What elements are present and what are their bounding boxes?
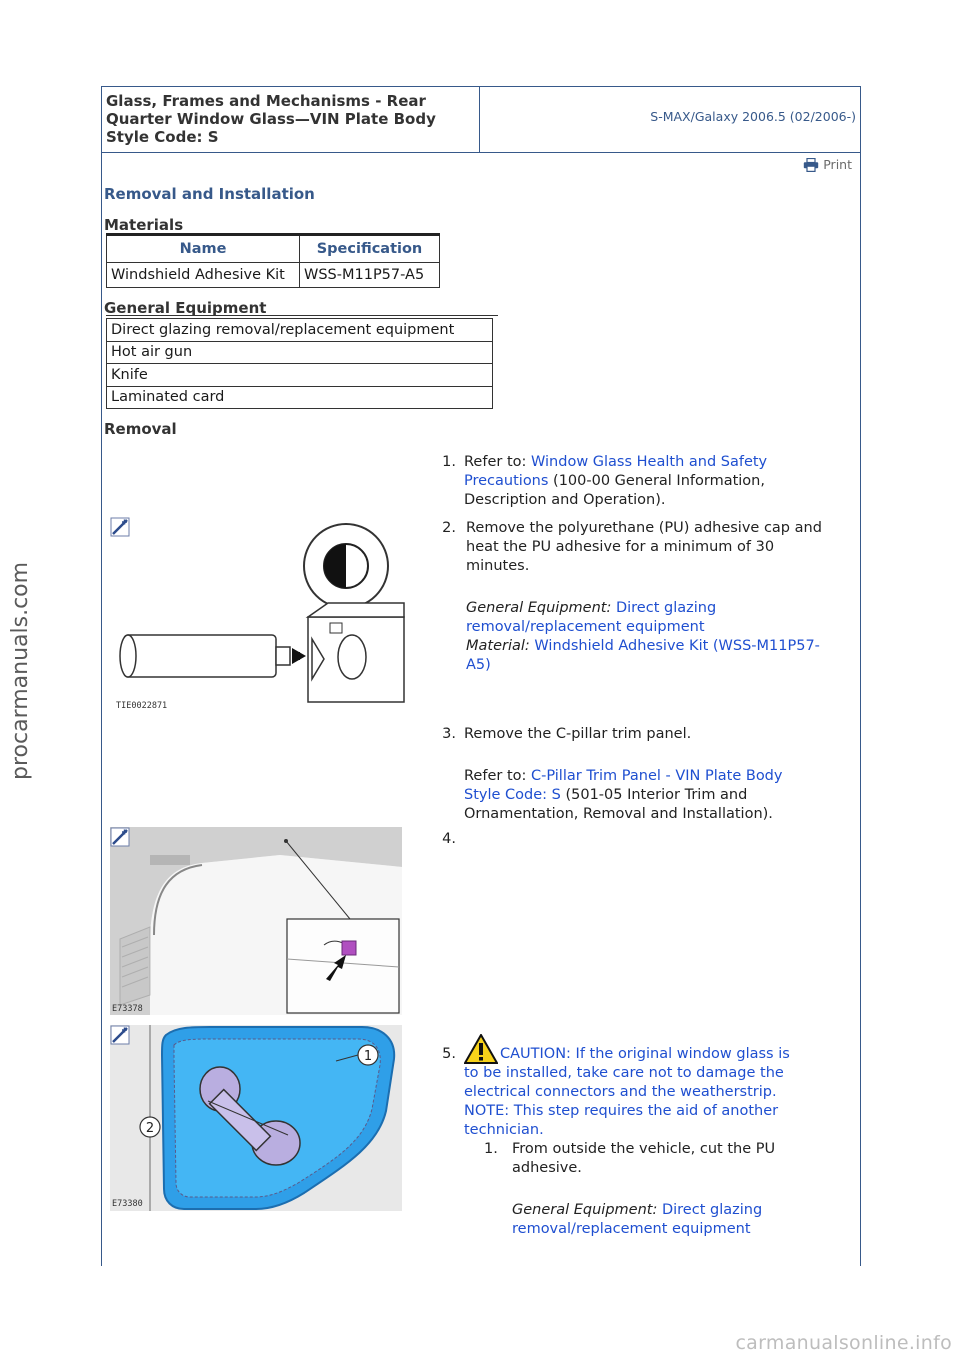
refer-label: Refer to: bbox=[464, 768, 531, 784]
figure-label: E73378 bbox=[112, 1004, 143, 1014]
model-label: S-MAX/Galaxy 2006.5 (02/2006-) bbox=[650, 109, 856, 124]
warning-icon bbox=[464, 1034, 498, 1064]
step-text: (501-05 Interior Trim and bbox=[560, 787, 748, 803]
title-line: Style Code: S bbox=[106, 128, 219, 146]
figure-label: TIE0022871 bbox=[116, 701, 168, 711]
page-title bbox=[102, 87, 480, 152]
equipment-heading: General Equipment bbox=[104, 299, 267, 317]
equipment-label: General Equipment: bbox=[512, 1202, 662, 1218]
c-pillar-link[interactable]: C-Pillar Trim Panel - VIN Plate Body bbox=[531, 768, 783, 784]
equipment-table bbox=[106, 318, 493, 409]
quarter-glass-diagram bbox=[110, 1025, 402, 1211]
removal-heading: Removal bbox=[104, 420, 177, 438]
step-number: 2. bbox=[442, 520, 456, 536]
note-text: technician. bbox=[464, 1122, 544, 1138]
direct-glazing-link[interactable]: Direct glazing bbox=[615, 600, 717, 616]
step-number: 5. bbox=[442, 1046, 456, 1062]
table-cell: Direct glazing removal/replacement equipment bbox=[107, 319, 493, 342]
table-header-row bbox=[107, 235, 440, 263]
document-header bbox=[102, 87, 860, 153]
table-row bbox=[107, 319, 493, 342]
material-label: Material: bbox=[466, 638, 535, 654]
column-header: Specification bbox=[300, 235, 440, 263]
substep-number: 1. bbox=[484, 1141, 498, 1157]
health-safety-link[interactable]: Window Glass Health and Safety bbox=[531, 454, 768, 470]
step-text: Remove the C-pillar trim panel. bbox=[464, 726, 692, 742]
materials-heading: Materials bbox=[104, 216, 184, 234]
zoom-icon[interactable] bbox=[110, 827, 130, 847]
table-row bbox=[107, 341, 493, 364]
page-frame bbox=[101, 86, 861, 1266]
equipment-top-rule bbox=[106, 315, 498, 316]
figure-quarter-glass bbox=[110, 1025, 402, 1211]
bottom-watermark: carmanualsonline.info bbox=[735, 1332, 952, 1354]
step-text: minutes. bbox=[466, 558, 530, 574]
step-number: 4. bbox=[442, 831, 456, 847]
callout-2: 2 bbox=[145, 1121, 155, 1136]
table-cell: Laminated card bbox=[107, 386, 493, 409]
callout-1: 1 bbox=[363, 1049, 373, 1064]
print-button[interactable] bbox=[803, 157, 852, 172]
refer-label: Refer to: bbox=[464, 454, 531, 470]
substep-text: From outside the vehicle, cut the PU bbox=[512, 1141, 776, 1157]
column-header: Name bbox=[107, 235, 300, 263]
print-label: Print bbox=[823, 157, 852, 172]
step-number: 1. bbox=[442, 454, 456, 470]
substep-text: adhesive. bbox=[512, 1160, 582, 1176]
equipment-label: General Equipment: bbox=[466, 600, 616, 616]
table-cell: WSS-M11P57-A5 bbox=[300, 263, 440, 288]
table-row bbox=[107, 263, 440, 288]
title-line: Quarter Window Glass—VIN Plate Body bbox=[106, 110, 436, 128]
title-line: Glass, Frames and Mechanisms - Rear bbox=[106, 92, 426, 110]
adhesive-kit-link[interactable]: Windshield Adhesive Kit (WSS-M11P57- bbox=[534, 638, 820, 654]
step-text: Ornamentation, Removal and Installation). bbox=[464, 806, 773, 822]
figure-heat-adhesive bbox=[110, 517, 406, 713]
table-cell: Windshield Adhesive Kit bbox=[107, 263, 300, 288]
note-text: NOTE: This step requires the aid of another bbox=[464, 1103, 779, 1119]
table-row bbox=[107, 364, 493, 387]
table-row bbox=[107, 386, 493, 409]
section-title: Removal and Installation bbox=[104, 185, 315, 203]
step-text: Remove the polyurethane (PU) adhesive cap and bbox=[466, 520, 822, 536]
printer-icon bbox=[803, 158, 819, 172]
table-cell: Knife bbox=[107, 364, 493, 387]
precautions-link[interactable]: Precautions bbox=[464, 473, 549, 489]
step-number: 3. bbox=[442, 726, 456, 742]
caution-text: CAUTION: If the original window glass is bbox=[500, 1046, 790, 1062]
adhesive-kit-link[interactable]: A5) bbox=[466, 657, 491, 673]
direct-glazing-link[interactable]: removal/replacement equipment bbox=[512, 1221, 751, 1237]
step-text: heat the PU adhesive for a minimum of 30 bbox=[466, 539, 775, 555]
c-pillar-diagram bbox=[110, 827, 402, 1015]
step-text: Description and Operation). bbox=[464, 492, 666, 508]
c-pillar-link[interactable]: Style Code: S bbox=[464, 787, 561, 803]
caution-text: electrical connectors and the weatherstrip. bbox=[464, 1084, 777, 1100]
figure-label: E73380 bbox=[112, 1199, 143, 1209]
step-text: (100-00 General Information, bbox=[548, 473, 765, 489]
direct-glazing-link[interactable]: removal/replacement equipment bbox=[466, 619, 705, 635]
direct-glazing-link[interactable]: Direct glazing bbox=[661, 1202, 763, 1218]
materials-table bbox=[106, 233, 440, 288]
table-cell: Hot air gun bbox=[107, 341, 493, 364]
figure-c-pillar bbox=[110, 827, 402, 1015]
caution-text: to be installed, take care not to damage the bbox=[464, 1065, 784, 1081]
heat-diagram bbox=[110, 517, 406, 713]
zoom-icon[interactable] bbox=[110, 1025, 130, 1045]
